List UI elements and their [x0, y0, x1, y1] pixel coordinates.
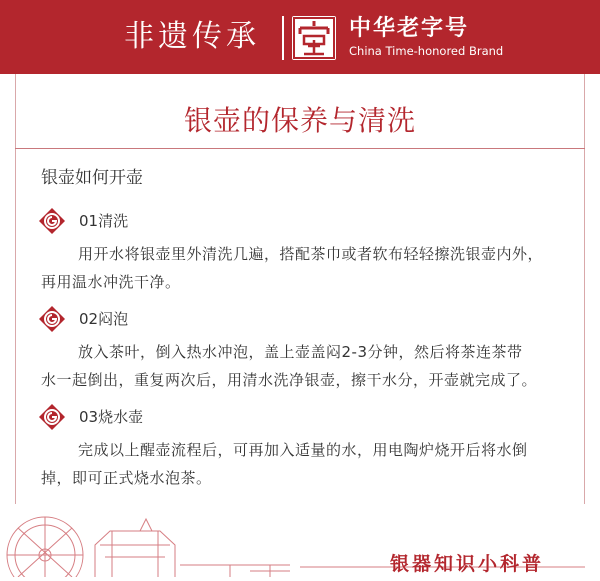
- brand-en: China Time-honored Brand: [349, 44, 504, 58]
- banner-left-title: 非遗传承: [124, 19, 260, 54]
- step-title: 02闷泡: [79, 310, 129, 328]
- paragraph-line: 水一起倒出，重复两次后，用清水洗净银壶，擦干水分，开壶就完成了。: [41, 371, 538, 389]
- step-title: 01清洗: [79, 212, 129, 230]
- header-banner: [0, 0, 600, 74]
- footer-title: 银器知识小科普: [390, 553, 545, 575]
- paragraph-line: 掉，即可正式烧水泡茶。: [41, 469, 212, 487]
- time-honored-seal-icon: [292, 16, 336, 60]
- step-paragraph: [41, 436, 576, 492]
- red-seal-bullet-icon: [38, 207, 66, 235]
- red-seal-bullet-icon: [38, 305, 66, 333]
- paragraph-line: 用开水将银壶里外清洗几遍，搭配茶巾或者软布轻轻擦洗银壶内外，: [78, 245, 544, 263]
- frame-right-line: [584, 74, 585, 504]
- banner-divider: [282, 16, 284, 60]
- step-paragraph: [41, 338, 576, 394]
- red-seal-bullet-icon: [38, 403, 66, 431]
- section-heading: 银壶如何开壶: [41, 168, 143, 188]
- step-paragraph: [41, 240, 576, 296]
- step-title: 03烧水壶: [79, 408, 144, 426]
- title-divider: [15, 148, 585, 149]
- paragraph-line: 再用温水冲洗干净。: [41, 273, 181, 291]
- paragraph-line: 完成以上醒壶流程后，可再加入适量的水，用电陶炉烧开后将水倒: [78, 441, 528, 459]
- article-title: 银壶的保养与清洗: [183, 104, 416, 137]
- frame-left-line: [15, 74, 16, 504]
- brand-cn: 中华老字号: [349, 16, 470, 41]
- paragraph-line: 放入茶叶，倒入热水冲泡，盖上壶盖闷2-3分钟，然后将茶连茶带: [78, 343, 523, 361]
